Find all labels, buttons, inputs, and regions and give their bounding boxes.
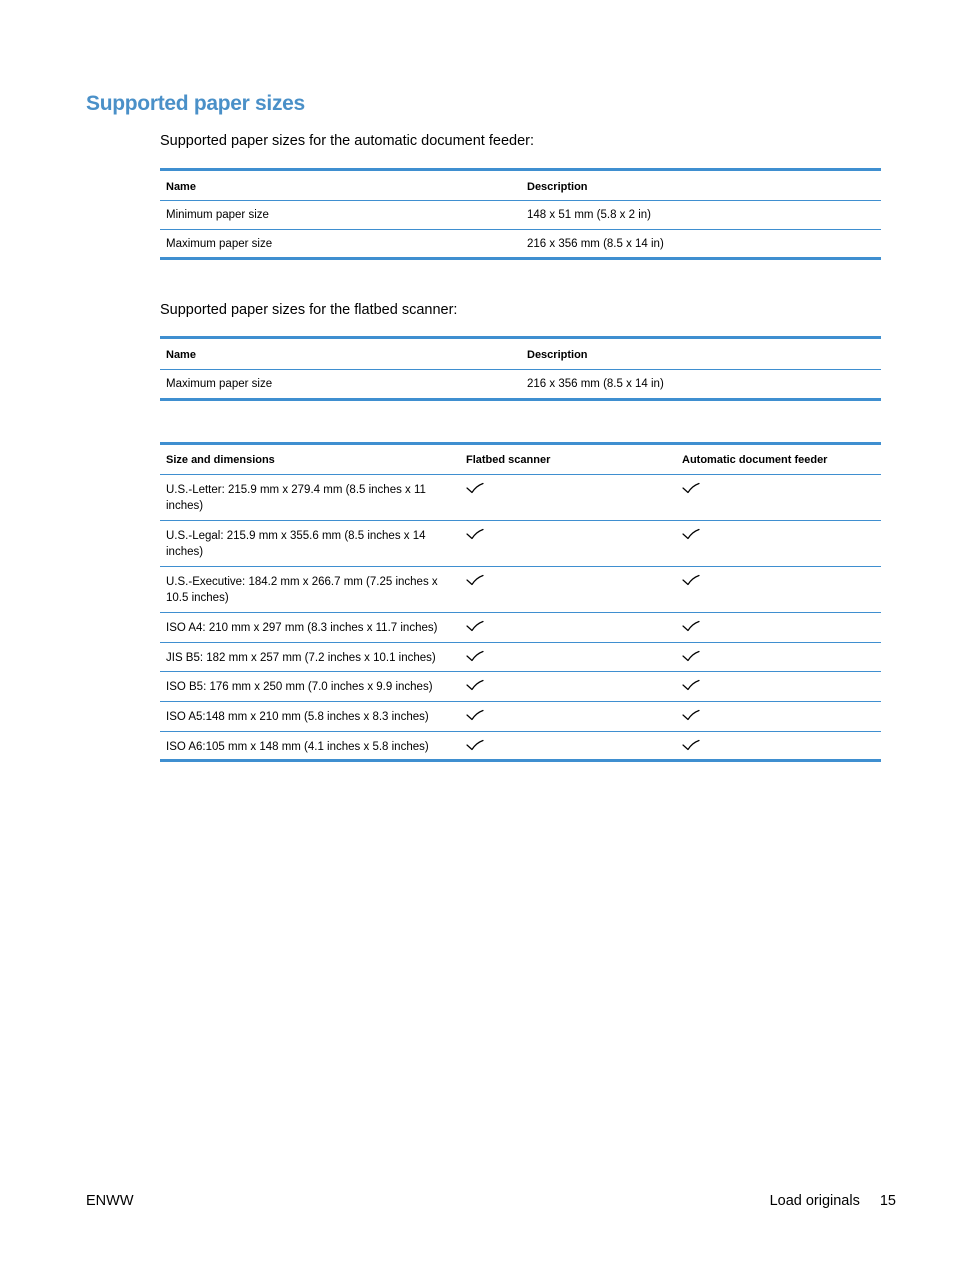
- cell-description: 148 x 51 mm (5.8 x 2 in): [527, 209, 651, 221]
- table-row: [160, 642, 881, 672]
- cell-size: U.S.-Executive: 184.2 mm x 266.7 mm (7.25 inches x 10.5 inches): [160, 567, 460, 613]
- checkmark-icon: [682, 739, 700, 751]
- checkmark-icon: [466, 679, 484, 691]
- cell-name: Maximum paper size: [160, 230, 521, 259]
- footer-section-title: Load originals: [769, 1193, 860, 1209]
- table-row: [160, 370, 881, 400]
- page-title: Supported paper sizes: [86, 92, 305, 115]
- checkmark-icon: [682, 650, 700, 662]
- cell-description: 216 x 356 mm (8.5 x 14 in): [521, 230, 881, 259]
- table-row: [160, 731, 881, 761]
- column-header-description: Description: [527, 349, 588, 361]
- cell-adf: [676, 642, 881, 672]
- cell-size: ISO A4: 210 mm x 297 mm (8.3 inches x 11.7 inches): [160, 613, 460, 643]
- checkmark-icon: [466, 574, 484, 586]
- table-row: [160, 672, 881, 702]
- flatbed-intro: Supported paper sizes for the flatbed scanner:: [160, 302, 458, 318]
- size-compatibility-table: [160, 442, 881, 762]
- cell-flatbed: [460, 475, 676, 521]
- cell-size: ISO A6:105 mm x 148 mm (4.1 inches x 5.8 inches): [160, 731, 460, 761]
- cell-adf: [676, 475, 881, 521]
- checkmark-icon: [466, 650, 484, 662]
- table-row: [160, 201, 881, 230]
- adf-sizes-table: [160, 168, 881, 260]
- cell-flatbed: [460, 521, 676, 567]
- column-header-name: Name: [166, 349, 196, 361]
- column-header-description: Description: [527, 181, 588, 193]
- cell-flatbed: [460, 613, 676, 643]
- cell-size: ISO B5: 176 mm x 250 mm (7.0 inches x 9.9 inches): [160, 672, 460, 702]
- checkmark-icon: [682, 620, 700, 632]
- checkmark-icon: [466, 620, 484, 632]
- cell-size: JIS B5: 182 mm x 257 mm (7.2 inches x 10.1 inches): [160, 642, 460, 672]
- checkmark-icon: [466, 709, 484, 721]
- table-row: [160, 702, 881, 732]
- cell-size: U.S.-Letter: 215.9 mm x 279.4 mm (8.5 inches x 11 inches): [160, 475, 460, 521]
- table-row: [160, 613, 881, 643]
- cell-adf: [676, 613, 881, 643]
- flatbed-sizes-table: [160, 336, 881, 401]
- column-header-size: Size and dimensions: [166, 454, 275, 466]
- cell-adf: [676, 521, 881, 567]
- footer-section: [770, 1193, 896, 1209]
- cell-flatbed: [460, 731, 676, 761]
- cell-size: ISO A5:148 mm x 210 mm (5.8 inches x 8.3 inches): [160, 702, 460, 732]
- cell-adf: [676, 731, 881, 761]
- adf-intro: Supported paper sizes for the automatic document feeder:: [160, 133, 534, 149]
- checkmark-icon: [466, 739, 484, 751]
- cell-flatbed: [460, 567, 676, 613]
- table-row: [160, 521, 881, 567]
- table-header-row: [160, 338, 881, 370]
- cell-description: 216 x 356 mm (8.5 x 14 in): [527, 378, 664, 390]
- cell-adf: [676, 702, 881, 732]
- cell-flatbed: [460, 642, 676, 672]
- table-row: [160, 230, 881, 259]
- column-header-name: Name: [166, 181, 196, 193]
- cell-name: Maximum paper size: [166, 378, 273, 390]
- cell-flatbed: [460, 702, 676, 732]
- checkmark-icon: [682, 528, 700, 540]
- checkmark-icon: [682, 709, 700, 721]
- column-header-flatbed: Flatbed scanner: [466, 454, 551, 466]
- checkmark-icon: [466, 482, 484, 494]
- cell-adf: [676, 567, 881, 613]
- table-row: [160, 567, 881, 613]
- checkmark-icon: [682, 574, 700, 586]
- checkmark-icon: [682, 679, 700, 691]
- table-header-row: [160, 170, 881, 201]
- cell-flatbed: [460, 672, 676, 702]
- footer-locale: ENWW: [86, 1193, 134, 1209]
- checkmark-icon: [682, 482, 700, 494]
- table-row: [160, 475, 881, 521]
- cell-name: Minimum paper size: [166, 209, 269, 221]
- table-header-row: [160, 444, 881, 475]
- cell-size: U.S.-Legal: 215.9 mm x 355.6 mm (8.5 inches x 14 inches): [160, 521, 460, 567]
- column-header-adf: Automatic document feeder: [682, 454, 828, 466]
- page-number: 15: [879, 1193, 896, 1209]
- cell-adf: [676, 672, 881, 702]
- checkmark-icon: [466, 528, 484, 540]
